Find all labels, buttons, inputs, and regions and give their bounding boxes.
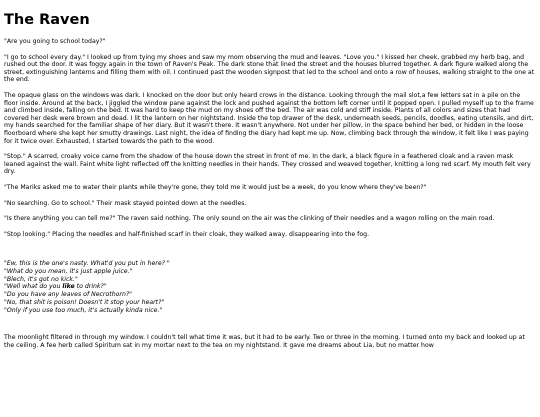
dialogue-line-3: "Blech, it's got no kick." (4, 275, 78, 283)
paragraph-6: "No searching. Go to school." Their mask stayed pointed down at the needles. (4, 199, 247, 207)
paragraph-4: "Stop." A scarred, croaky voice came from the shadow of the house down the street in front of me. In the dark, a black figure in a feathered cloak and a raven mask leaned against the wall. Faint white light reflected off the knitting needles in their hands. They crossed and weaved together, knitting a long red scarf. My mouth felt very dry. (4, 153, 531, 176)
dialogue-line-2: "What do you mean, it's just apple juice." (4, 267, 133, 275)
paragraph-5: "The Mariks asked me to water their plants while they're gone, they told me it would just be a week, do you know where they've been?" (4, 183, 427, 191)
paragraph-1: "Are you going to school today?" (4, 38, 106, 45)
paragraph-8: "Stop looking." Placing the needles and half-finished scarf in their cloak, they walked away, disappearing into the fog. (4, 230, 370, 238)
dialogue-line-7: "Only if you use too much, it's actually kinda nice." (4, 306, 163, 314)
dialogue-line-5: "Do you have any leaves of Necrothorn?" (4, 291, 132, 299)
paragraph-3: The opaque glass on the windows was dark. I knocked on the door but only heard crows in the distance. Looking through the mail slot,a few letters sat in a pile on the floor inside. Around at the back, I jiggled the window pane against the lock and pushed against the bottom left corner until it popped open. I pulled myself up to the frame and climbed inside, falling on the bed. It was hard to keep the mud on my shoes off the bed. The air was cold and stiff inside. Plants of all colors and sizes that had covered her desk were brown and dead. I lit the lantern on her nightstand. Inside the top drawer of the desk, underneath seeds, pencils, doodles, eating utensils, and dirt, my hands searched for the familiar shape of her diary. But it wasn't there. It wasn't anywhere. Not under her pillow, in the space behind her bed, or hidden in the loose floorboard where she kept her smutty drawings. Last night, the idea of finding the diary had kept me up. Now, climbing back through the window, it felt like I was paying for it twice over. Exhausted, I started towards the path to the wood. (4, 91, 534, 145)
dialogue-line-4: "Well what do you like to drink?" (4, 283, 107, 291)
document-page (0, 12, 540, 349)
story-body (4, 38, 536, 238)
emphasis-word: like (62, 283, 75, 291)
paragraph-2: "I go to school every day." I looked up from tying my shoes and saw my mom observing the mud and leaves. "Love you." I kissed her cheek, grabbed my herb bag, and rushed out the door. It was foggy again in the town of Raven's Peak. The dark stone that lined the street and the houses blurred together. A dark figure walked along the street, extinguishing lanterns and filling them with oil. I continued past the wooden signpost that led to the school and onto a row of houses, walking straight to the one at the end. (4, 53, 535, 84)
dialogue-line-6: "No, that shit is poison! Doesn't it stop your heart?" (4, 298, 165, 306)
paragraph-7: "Is there anything you can tell me?" The raven said nothing. The only sound on the air was the clinking of their needles and a wagon rolling on the main road. (4, 215, 495, 223)
dialogue-block (4, 260, 536, 314)
closing-paragraph: The moonlight filtered in through my window. I couldn't tell what time it was, but it had to be early. Two or three in the morning. I turned onto my back and looked up at the ceiling. A fee herb called Spiritum sat in my mortar next to the tea on my nightstand. It gave me dreams about Lia, but no matter how (4, 334, 525, 349)
dialogue-line-1: "Ew, this is the one's nasty. What'd you put in here? " (4, 260, 170, 268)
section-spacer (4, 314, 536, 334)
document-title: The Raven (4, 12, 90, 28)
